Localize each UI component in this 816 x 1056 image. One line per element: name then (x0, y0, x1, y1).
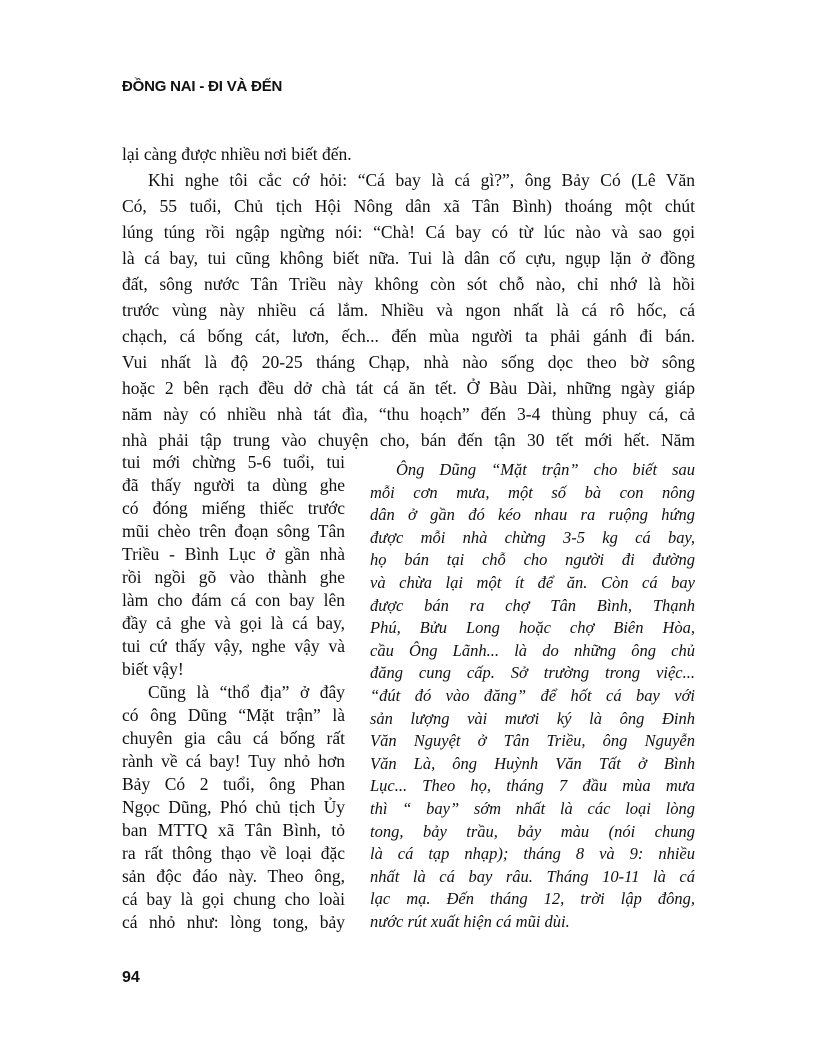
text-line: được bán ra chợ Tân Bình, Thạnh (370, 595, 695, 615)
text-line: tui mới chừng 5-6 tuổi, tui (122, 452, 345, 472)
text-line: Văn Là, ông Huỳnh Văn Tất ở Bình (370, 753, 695, 773)
text-line: đã thấy người ta dùng ghe (122, 475, 345, 495)
text-line: rồi ngồi gõ vào thành ghe (122, 567, 345, 587)
text-line: lúng túng rồi ngập ngừng nói: “Chà! Cá bay có từ lúc nào và sao gọi (122, 222, 695, 242)
text-line: cá bay là gọi chung cho loài (122, 889, 345, 909)
text-line: Triều - Bình Lục ở gần nhà (122, 544, 345, 564)
body-text-full-width (122, 141, 695, 453)
text-line: nhà phải tập trung vào chuyện cho, bán đến tận 30 tết mới hết. Năm (122, 430, 695, 450)
text-line: Khi nghe tôi cắc cớ hỏi: “Cá bay là cá gì?”, ông Bảy Có (Lê Văn (148, 170, 695, 190)
text-line: năm này có nhiều nhà tát đìa, “thu hoạch” đến 3-4 thùng phuy cá, cả (122, 404, 695, 424)
text-line: sản độc đáo này. Theo ông, (122, 866, 345, 886)
text-line: dân ở gần đó kéo nhau ra ruộng hứng (370, 505, 695, 525)
text-line: chuyên gia câu cá bống rất (122, 728, 345, 748)
text-line: tui cứ thấy vậy, nghe vậy và (122, 636, 345, 656)
text-line: mũi chèo trên đoạn sông Tân (122, 521, 345, 541)
text-line: Văn Nguyệt ở Tân Triều, ông Nguyễn (370, 731, 695, 751)
text-line: đất, sông nước Tân Triều này không còn sót chỗ nào, chỉ nhớ là hồi (122, 274, 695, 294)
text-line: đăng cung cấp. Sở trường trong việc... (370, 663, 695, 683)
text-line: cầu Ông Lãnh... là do những ông chủ (370, 640, 695, 660)
text-line: có đóng miếng thiếc trước (122, 498, 345, 518)
text-line: chạch, cá bống cát, lươn, ếch... đến mùa người ta phải gánh đi bán. (122, 326, 695, 346)
text-line: lạc mạ. Đến tháng 12, trời lập đông, (370, 889, 695, 909)
running-header: ĐỒNG NAI - ĐI VÀ ĐẾN (122, 78, 283, 95)
text-line: nước rút xuất hiện cá mũi dùi. (370, 911, 570, 931)
text-line: là cá bay, tui cũng không biết nữa. Tui là dân cố cựu, ngụp lặn ở đồng (122, 248, 695, 268)
text-line: thì “ bay” sớm nhất là các loại lòng (370, 798, 695, 818)
text-line: Phú, Bửu Long hoặc chợ Biên Hòa, (370, 618, 695, 638)
text-line: Lục... Theo họ, tháng 7 đầu mùa mưa (370, 776, 695, 796)
text-line: được mỗi nhà chừng 3-5 kg cá bay, (370, 527, 695, 547)
text-line: Bảy Có 2 tuổi, ông Phan (122, 774, 345, 794)
text-line: nhất là cá bay râu. Tháng 10-11 là cá (370, 866, 695, 886)
text-line: họ bán tại chỗ cho người đi đường (370, 550, 695, 570)
text-line: lại càng được nhiều nơi biết đến. (122, 144, 352, 164)
text-line: Vui nhất là độ 20-25 tháng Chạp, nhà nào sống dọc theo bờ sông (122, 352, 695, 372)
text-line: là cá tạp nhạp); tháng 8 và 9: nhiều (370, 844, 695, 864)
text-line: Có, 55 tuổi, Chủ tịch Hội Nông dân xã Tân Bình) thoáng một chút (122, 196, 695, 216)
text-line: Ông Dũng “Mặt trận” cho biết sau (396, 460, 695, 479)
text-line: “đút đó vào đăng” để hốt cá bay với (370, 685, 695, 705)
text-line: sản lượng vài mươi ký là ông Đinh (370, 708, 695, 728)
text-line: đầy cả ghe và gọi là cá bay, (122, 613, 345, 633)
text-line: Cũng là “thổ địa” ở đây (148, 682, 345, 702)
body-text-left-column (122, 451, 345, 934)
text-line: cá nhỏ như: lòng tong, bảy (122, 912, 345, 932)
text-line: có ông Dũng “Mặt trận” là (122, 705, 345, 725)
text-line: và chừa lại một ít để ăn. Còn cá bay (370, 572, 695, 592)
text-line: hoặc 2 bên rạch đều dở chà tát cá ăn tết. Ở Bàu Dài, những ngày giáp (122, 378, 695, 398)
text-line: mỗi cơn mưa, một số bà con nông (370, 482, 695, 502)
page-number: 94 (122, 969, 140, 986)
text-line: làm cho đám cá con bay lên (122, 590, 345, 610)
text-line: biết vậy! (122, 659, 184, 679)
text-line: ra rất thông thạo về loại đặc (122, 843, 345, 863)
text-line: tong, bảy trầu, bảy màu (nói chung (370, 821, 695, 841)
text-line: ban MTTQ xã Tân Bình, tỏ (122, 820, 345, 840)
text-line: trước vùng này nhiều cá lắm. Nhiều và ngon nhất là cá rô hốc, cá (122, 300, 695, 320)
text-line: Ngọc Dũng, Phó chủ tịch Ủy (122, 797, 345, 817)
italic-sidebar-column (370, 459, 695, 933)
text-line: rành về cá bay! Tuy nhỏ hơn (122, 751, 345, 771)
